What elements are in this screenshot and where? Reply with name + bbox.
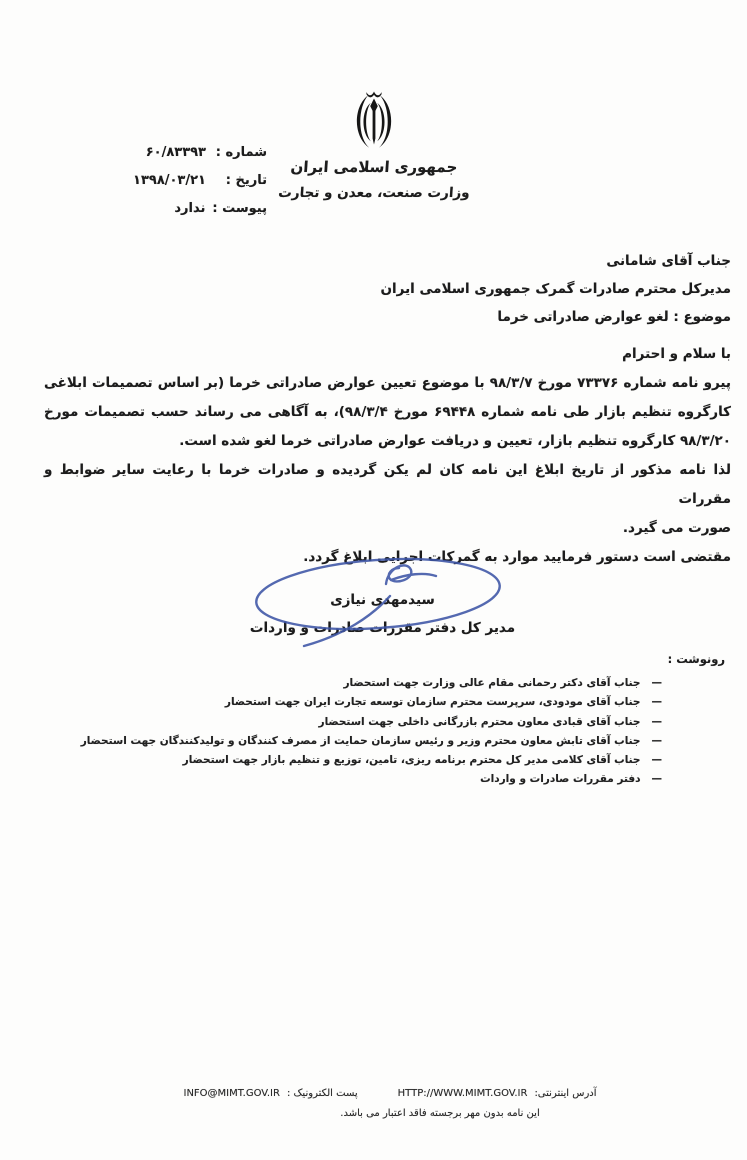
letter-attachment-label: پیوست :	[212, 201, 267, 216]
letterhead-country: جمهوری اسلامی ایران	[289, 158, 458, 176]
salutation: با سلام و احترام	[622, 346, 731, 362]
cc-item-text: جناب آقای قبادی معاون محترم بازرگانی داخلی جهت استحضار	[318, 715, 641, 728]
body-line: صورت می گیرد.	[622, 520, 731, 536]
cc-item	[60, 693, 662, 712]
cc-item-text: جناب آقای مودودی، سرپرست محترم سازمان توسعه تجارت ایران جهت استحضار	[224, 696, 641, 709]
signature-block	[240, 552, 525, 657]
letter-number-value: ۶۰/۸۳۳۹۳	[145, 145, 206, 160]
cc-list	[60, 674, 662, 790]
letterhead	[244, 86, 504, 201]
dash-bullet-icon: —	[651, 773, 662, 786]
signer-name: سیدمهدی نیازی	[330, 592, 435, 608]
dash-bullet-icon: —	[651, 677, 662, 689]
letter-number-row	[52, 139, 267, 167]
footer-email-value: INFO@MIMT.GOV.IR	[183, 1088, 280, 1099]
cc-item-text: دفتر مقررات صادرات و واردات	[480, 773, 641, 786]
letter-attachment-row	[52, 195, 267, 223]
footer-web-url: HTTP://WWW.MIMT.GOV.IR	[397, 1088, 528, 1099]
recipient-block	[48, 247, 731, 331]
letter-date-row	[52, 167, 267, 195]
cc-item-text: جناب آقای دکتر رحمانی مقام عالی وزارت جهت استحضار	[343, 677, 641, 689]
cc-item	[60, 751, 662, 770]
cc-item	[60, 770, 662, 789]
recipient-name: جناب آقای شامانی	[606, 253, 731, 269]
footer-validity-note: این نامه بدون مهر برجسته فاقد اعتبار می باشد.	[340, 1108, 540, 1119]
footer-email-label: پست الکترونیک :	[286, 1088, 358, 1099]
body-line: پیرو نامه شماره ۷۳۳۷۶ مورخ ۹۸/۳/۷ با موضوع تعیین عوارض صادراتی خرما (بر اساس تصمیمات ابلاغی	[44, 375, 731, 391]
signer-title: مدیر کل دفتر مقررات صادرات و واردات	[249, 620, 516, 636]
dash-bullet-icon: —	[651, 754, 662, 767]
cc-item-text: جناب آقای تابش معاون محترم وزیر و رئیس سازمان حمایت از مصرف کنندگان و تولیدکنندگان جهت استحضار	[80, 734, 641, 747]
cc-item	[60, 674, 662, 693]
letter-body	[44, 340, 731, 572]
letter-subject: موضوع : لغو عوارض صادراتی خرما	[497, 309, 731, 325]
letter-footer	[110, 1086, 670, 1121]
dash-bullet-icon: —	[651, 696, 662, 709]
letter-number-label: شماره :	[215, 145, 267, 160]
body-line: مقتضی است دستور فرمایید موارد به گمرکات اجرایی ابلاغ گردد.	[303, 549, 731, 565]
footer-contact-line	[110, 1086, 670, 1102]
letterhead-ministry: وزارت صنعت، معدن و تجارت	[277, 185, 470, 201]
letter-date-label: تاریخ :	[225, 173, 267, 188]
letter-meta-fields	[52, 139, 267, 223]
cc-item-text: جناب آقای کلامی مدیر کل محترم برنامه ریزی، تامین، توزیع و تنظیم بازار جهت استحضار	[182, 754, 641, 767]
body-line: ۹۸/۳/۲۰ کارگروه تنظیم بازار، تعیین و دریافت عوارض صادراتی خرما لغو شده است.	[179, 433, 731, 449]
body-line: کارگروه تنظیم بازار طی نامه شماره ۶۹۴۴۸ مورخ ۹۸/۳/۴)، به آگاهی می رساند حسب تصمیمات مورخ	[44, 404, 731, 420]
footer-spacer	[365, 1086, 391, 1102]
cc-item	[60, 713, 662, 732]
dash-bullet-icon: —	[651, 734, 662, 747]
recipient-title: مدیرکل محترم صادرات گمرک جمهوری اسلامی ایران	[380, 281, 731, 297]
handwritten-signature-icon	[240, 552, 525, 657]
dash-bullet-icon: —	[651, 715, 662, 728]
cc-label: رونوشت :	[667, 652, 725, 666]
iran-emblem-icon	[347, 86, 401, 150]
footer-web-label: آدرس اینترنتی:	[534, 1088, 597, 1099]
cc-item	[60, 732, 662, 751]
letter-date-value: ۱۳۹۸/۰۳/۲۱	[133, 173, 206, 188]
letter-attachment-value: ندارد	[174, 201, 206, 216]
body-line: لذا نامه مذکور از تاریخ ابلاغ این نامه کان لم یکن گردیده و صادرات خرما با رعایت سایر ضوابط و مقررات	[44, 462, 731, 507]
